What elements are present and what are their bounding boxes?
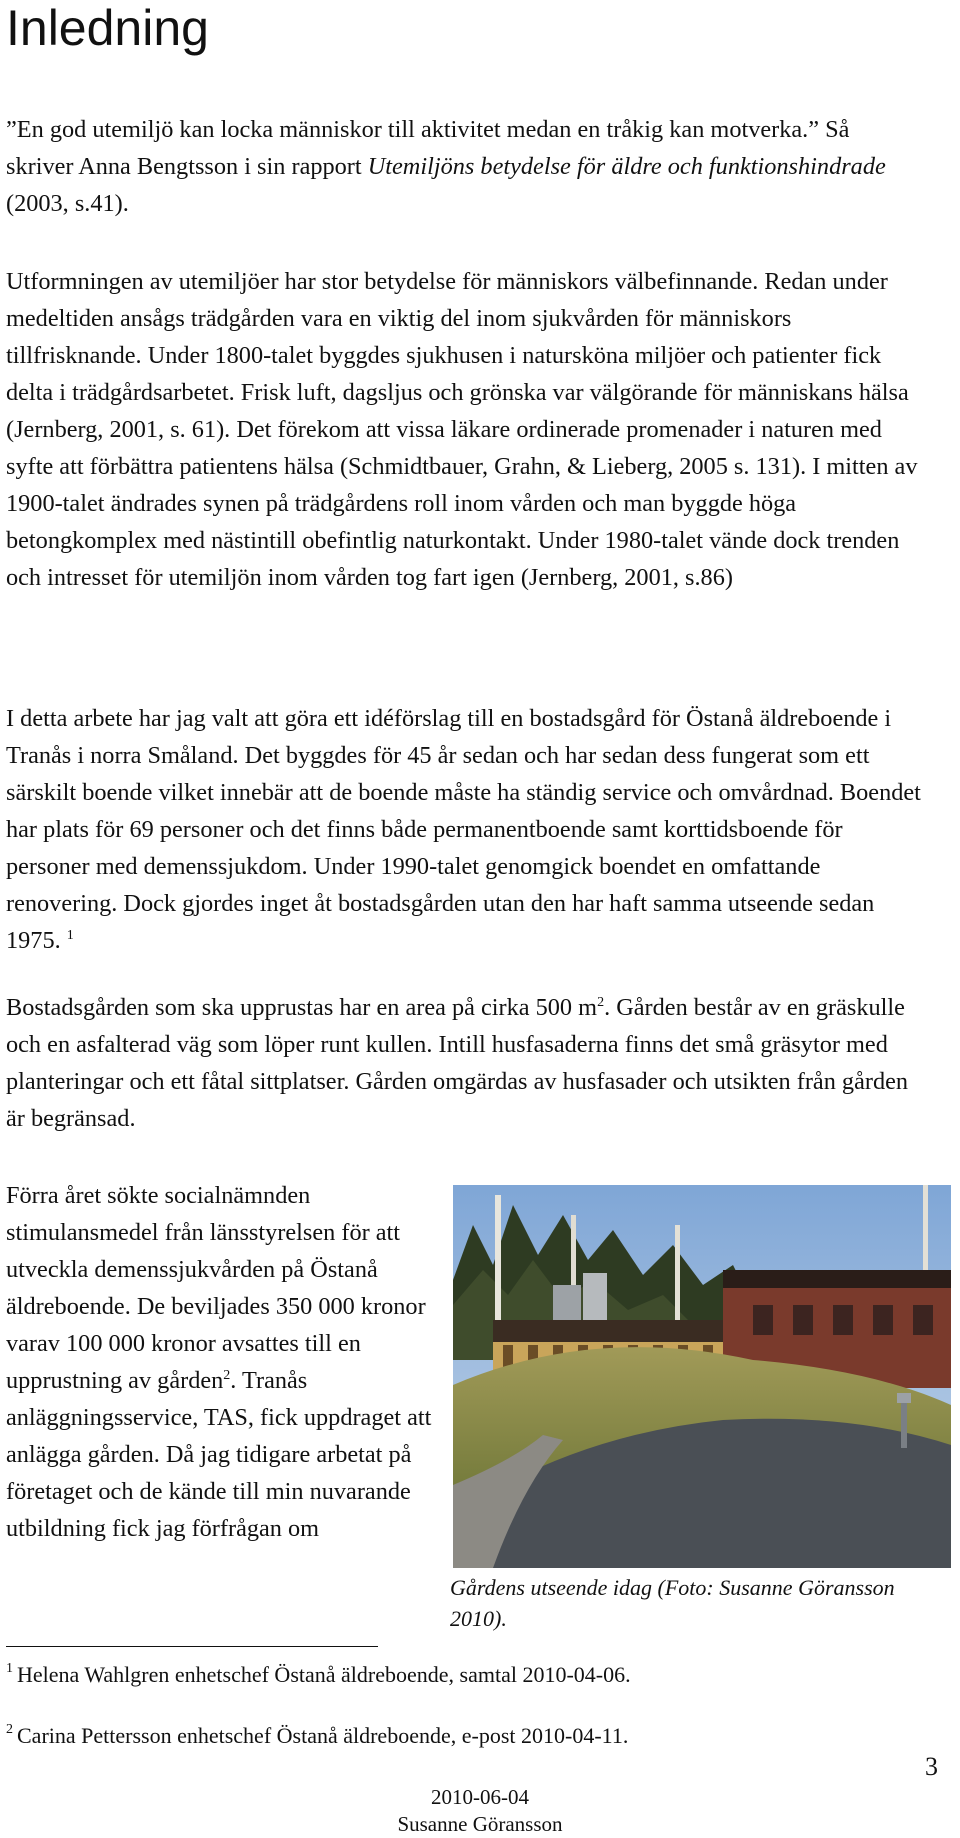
footnote-1-mark: 1 [6, 1661, 13, 1676]
footnote-1 [6, 1660, 631, 1690]
footnote-ref-2: 2 [223, 1367, 231, 1383]
citation-text: (2003, s.41). [6, 190, 129, 217]
area-text: Bostadsgården som ska upprustas har en area på cirka 500 m [6, 994, 598, 1021]
footer-date: 2010-06-04 [431, 1785, 529, 1809]
footnote-2-text: Carina Pettersson enhetschef Östanå äldreboende, e-post 2010-04-11. [17, 1723, 629, 1748]
footnote-separator [6, 1646, 378, 1647]
courtyard-text: . Gården består av en gräskulle och en asfalterad väg som löper runt kullen. Intill husfasaderna finns det små gräsytor med planteringar och ett fåtal sittplatser. Gården omgärdas av husfasader och utsikten från gården är begränsad. [6, 994, 909, 1132]
courtyard-paragraph [6, 989, 931, 1137]
page-heading: Inledning [6, 0, 209, 56]
footnote-ref-1: 1 [66, 927, 74, 943]
footnote-2 [6, 1721, 628, 1751]
assignment-text: . Tranås anläggningsservice, TAS, fick uppdraget att anlägga gården. Då jag tidigare arbetat på företaget och de kände till min nuvarande utbildning fick jag förfrågan om [6, 1367, 432, 1542]
intro-paragraph [6, 111, 906, 222]
history-paragraph: Utformningen av utemiljöer har stor betydelse för människors välbefinnande. Redan under medeltiden ansågs trädgården vara en viktig del inom sjukvården för människors tillfrisknande. Under 1800-talet byggdes sjukhusen i natursköna miljöer och patienter fick delta i trädgårdsarbetet. Frisk luft, dagsljus och grönska var välgörande för människans hälsa (Jernberg, 2001, s. 61). Det förekom att vissa läkare ordinerade promenader i naturen med syfte att förbättra patientens hälsa (Schmidtbauer, Grahn, & Lieberg, 2005 s. 131). I mitten av 1900-talet ändrades synen på trädgårdens roll inom vården och man byggde höga betongkomplex med nästintill obefintlig naturkontakt. Under 1980-talet vände dock trenden och intresset för utemiljön inom vården tog fart igen (Jernberg, 2001, s.86) [6, 268, 918, 591]
funding-paragraph [6, 1177, 451, 1547]
report-title: Utemiljöns betydelse för äldre och funktionshindrade [367, 153, 886, 180]
footnote-2-mark: 2 [6, 1722, 13, 1737]
project-text: I detta arbete har jag valt att göra ett idéförslag till en bostadsgård för Östanå äldreboende i Tranås i norra Småland. Det byggdes för 45 år sedan och har sedan dess fungerat som ett särskilt boende vilket innebär att de boende måste ha ständig service och omvårdnad. Boendet har plats för 69 personer och det finns både permanentboende samt korttidsboende för personer med demenssjukdom. Under 1990-talet genomgick boendet en omfattande renovering. Dock gjordes inget åt bostadsgården utan den har haft samma utseende sedan 1975. [6, 705, 921, 954]
photo-caption: Gårdens utseende idag (Foto: Susanne Göransson 2010). [450, 1575, 895, 1631]
footnote-1-text: Helena Wahlgren enhetschef Östanå äldreboende, samtal 2010-04-06. [17, 1662, 631, 1687]
squared-superscript: 2 [597, 994, 605, 1010]
page-number: 3 [925, 1752, 938, 1781]
footer-author: Susanne Göransson [397, 1812, 563, 1836]
courtyard-photo [453, 1185, 951, 1568]
quote-text: ”En god utemiljö kan locka människor till aktivitet medan en tråkig kan motverka.” Så skriver Anna Bengtsson i sin rapport [6, 116, 850, 180]
project-paragraph [6, 700, 931, 959]
funding-text: Förra året sökte socialnämnden stimulansmedel från länsstyrelsen för att utveckla demenssjukvården på Östanå äldreboende. De beviljades 350 000 kronor varav 100 000 kronor avsattes till en upprustning av gården [6, 1182, 426, 1394]
